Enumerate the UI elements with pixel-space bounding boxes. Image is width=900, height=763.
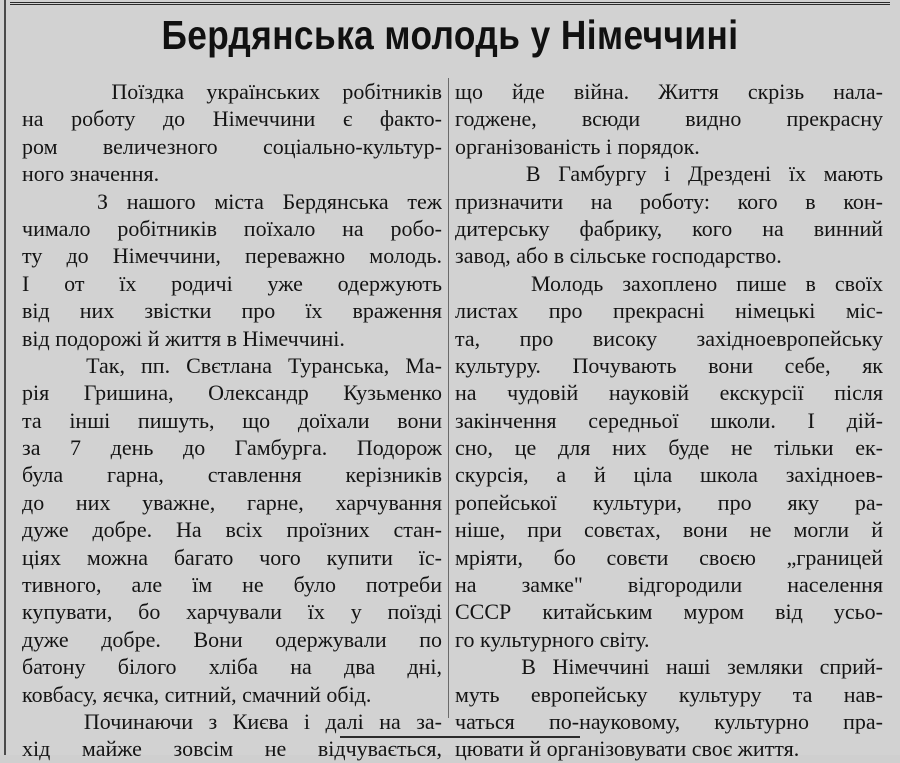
text-line: ніше, при совєтах, вони не могли й [455, 517, 883, 543]
text-line: тивного, але їм не було потреби [22, 572, 442, 598]
text-line: Поїздка українських робітників [22, 79, 442, 104]
text-line: рія Гришина, Олександр Кузьменко [22, 380, 442, 406]
text-line: СССР китайським муром від усьо- [455, 599, 883, 625]
text-line: до них уважне, гарне, харчування [22, 489, 442, 515]
text-line: сно, це для них буде не тільки ек- [455, 435, 883, 461]
text-line: завод, або в сільське господарство. [455, 243, 782, 269]
text-line: Починаючи з Києва і далі на за- [22, 708, 442, 734]
column-divider [448, 78, 449, 718]
text-line: ром величезного соціально-культур- [22, 133, 442, 159]
text-line: на роботу до Німеччини є факто- [22, 106, 442, 132]
top-rule [10, 2, 890, 5]
text-line: В Гамбургу і Дрездені їх мають [455, 161, 883, 187]
left-column [22, 78, 442, 763]
text-line: була гарна, ставлення керізників [22, 462, 442, 488]
text-line: скурсія, а й ціла школа західноев- [455, 462, 883, 488]
text-line: І от їх родичі уже одержують [22, 270, 442, 296]
bottom-rule [340, 736, 580, 738]
text-line: ту до Німеччини, переважно молодь. [22, 243, 442, 269]
text-line: та інші пишуть, що доїхали вони [22, 407, 442, 433]
text-line: на чудовій науковій екскурсії після [455, 380, 883, 406]
text-line: організованість і порядок. [455, 133, 700, 159]
text-line: ціях можна багато чого купити їс- [22, 544, 442, 570]
text-line: муть европейську культуру та нав- [455, 681, 883, 707]
text-line: та, про високу західноевропейську [455, 325, 883, 351]
text-line: ного значення. [22, 161, 160, 187]
text-line: чаться по-науковому, культурно пра- [455, 708, 883, 734]
text-line: батону білого хліба на два дні, [22, 654, 442, 680]
text-line: хід майже зовсім не відчувається, [22, 736, 442, 762]
text-line: мріяти, бо совєти своєю „границей [455, 544, 883, 570]
text-line: від них звістки про їх враження [22, 298, 442, 324]
text-line: чимало робітників поїхало на робо- [22, 215, 442, 241]
text-line: закінчення середньої школи. І дій- [455, 407, 883, 433]
text-line: цювати й організовувати своє життя. [455, 736, 800, 762]
text-line: Так, пп. Свєтлана Туранська, Ма- [22, 352, 442, 378]
text-line: призначити на роботу: кого в кон- [455, 188, 883, 214]
left-border [4, 0, 6, 755]
text-line: дуже добре. Вони одержували по [22, 626, 442, 652]
text-line: за 7 день до Гамбурга. Подорож [22, 435, 442, 461]
text-line: від подорожі й життя в Німеччині. [22, 325, 345, 351]
text-line: купувати, бо харчували їх у поїзді [22, 599, 442, 625]
text-line: ковбасу, яєчка, ситний, смачний обід. [22, 681, 372, 707]
text-line: листах про прекрасні німецькі міс- [455, 298, 883, 324]
text-line: що йде війна. Життя скрізь нала- [455, 79, 883, 104]
text-line: Молодь захоплено пише в своїх [455, 270, 883, 296]
text-line: ропейської культури, про яку ра- [455, 489, 883, 515]
text-line: культуру. Почувають вони себе, як [455, 352, 883, 378]
text-line: годжене, всюди видно прекрасну [455, 106, 883, 132]
text-line: дуже добре. На всіх проїзних стан- [22, 517, 442, 543]
article-headline: Бердянська молодь у Німеччині [161, 12, 739, 58]
text-line: З нашого міста Бердянська теж [22, 188, 442, 214]
right-column [455, 78, 883, 763]
text-line: В Німеччині наші земляки сприй- [455, 654, 883, 680]
text-line: дитерську фабрику, кого на винний [455, 215, 883, 241]
text-line: го культурного світу. [455, 626, 650, 652]
text-line: на замке" відгородили населення [455, 572, 883, 598]
